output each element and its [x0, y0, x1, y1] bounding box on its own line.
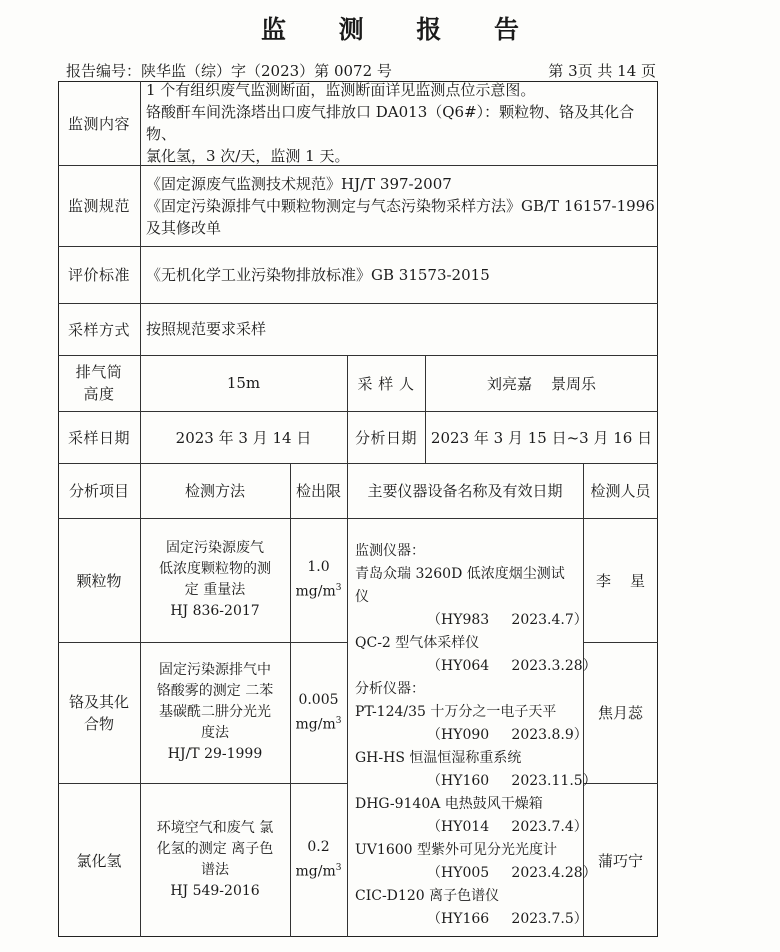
- standard-label: 评价标准: [67, 266, 130, 284]
- stack-height-label: [58, 355, 140, 411]
- sample-date-label: 采样日期: [67, 428, 130, 447]
- method-line: 固定污染源废气: [166, 540, 264, 556]
- instrument-validity: （HY005 2023.4.28）: [427, 865, 597, 881]
- report-number: 报告编号：陕华监（综）字（2023）第 0072 号: [66, 62, 392, 80]
- analyte-name: [58, 642, 140, 783]
- analysis-date-label: 分析日期: [354, 428, 417, 447]
- header-instruments: 主要仪器设备名称及有效日期: [367, 482, 563, 500]
- header-item: 分析项目: [68, 482, 129, 500]
- spec-line: 《固定污染源排气中颗粒物测定与气态污染物采样方法》GB/T 16157-1996: [146, 196, 655, 215]
- analyte-person: 焦月蕊: [597, 704, 643, 722]
- instrument-line: UV1600 型紫外可见分光光度计: [355, 842, 557, 858]
- method-line: 谱法: [201, 862, 229, 878]
- stack-label-line: 排气筒: [75, 363, 123, 381]
- analyte-method: [140, 783, 290, 937]
- header-method: 检测方法: [184, 482, 245, 500]
- analyte-person: 李 星: [595, 571, 646, 590]
- stack-height-value: 15m: [226, 374, 261, 392]
- instrument-line: 青岛众瑞 3260D 低浓度烟尘测试: [355, 566, 565, 582]
- instrument-line: QC-2 型气体采样仪: [355, 635, 480, 651]
- analyte-person: 蒲巧宁: [597, 851, 643, 870]
- limit-value: 1.0: [307, 559, 330, 576]
- analyte-limit: [290, 518, 347, 642]
- instrument-line: PT-124/35 十万分之一电子天平: [355, 704, 557, 720]
- instrument-list: [355, 540, 597, 931]
- limit-unit: $mg/m^3$: [295, 583, 342, 600]
- limit-value: 0.005: [298, 691, 339, 708]
- limit-unit: $mg/m^3$: [295, 863, 342, 880]
- instrument-line: GH-HS 恒温恒湿称重系统: [355, 750, 522, 766]
- content-line: 1 个有组织废气监测断面，监测断面详见监测点位示意图。: [146, 81, 536, 99]
- instrument-validity: （HY014 2023.7.4）: [427, 819, 588, 835]
- content-line: 铬酸酐车间洗涤塔出口废气排放口 DA013（Q6#）：颗粒物、铬及其化合物、: [146, 103, 635, 143]
- header-person: 检测人员: [590, 482, 651, 500]
- spec-text: [140, 165, 658, 246]
- instrument-validity: （HY064 2023.3.28）: [427, 658, 597, 674]
- method-line: 化氢的测定 离子色: [156, 841, 274, 857]
- name-line: 铬及其化: [68, 692, 129, 711]
- instrument-validity: （HY160 2023.11.5）: [427, 773, 597, 789]
- method-line: HJ 549-2016: [170, 883, 260, 899]
- method-line: 低浓度颗粒物的测: [159, 561, 271, 577]
- analyte-limit: [290, 642, 347, 783]
- method-value: 按照规范要求采样: [146, 320, 267, 338]
- instrument-validity: （HY983 2023.4.7）: [427, 612, 588, 628]
- analyte-method: [140, 642, 290, 783]
- col-divider: [347, 463, 348, 937]
- method-line: 铬酸雾的测定 二苯: [156, 683, 274, 699]
- spec-label: 监测规范: [67, 197, 130, 215]
- instrument-validity: （HY090 2023.8.9）: [427, 727, 588, 743]
- spec-line: 《固定源废气监测技术规范》HJ/T 397-2007: [146, 174, 452, 193]
- instrument-line: 分析仪器：: [355, 681, 425, 697]
- analyte-name: 氯化氢: [76, 851, 122, 870]
- name-line: 合物: [83, 714, 114, 733]
- sampler-label: 采 样 人: [357, 374, 415, 393]
- method-line: HJ 836-2017: [170, 603, 260, 619]
- method-label: 采样方式: [67, 320, 130, 339]
- instrument-line: CIC-D120 离子色谱仪: [355, 888, 500, 904]
- analyte-limit: [290, 783, 347, 937]
- instrument-validity: （HY166 2023.7.5）: [427, 911, 588, 927]
- page-info: 第 3页 共 14 页: [548, 62, 656, 80]
- method-line: 固定污染源排气中: [159, 662, 271, 678]
- method-line: HJ/T 29-1999: [167, 746, 263, 762]
- limit-unit: $mg/m^3$: [295, 715, 342, 733]
- analyte-name: 颗粒物: [76, 571, 122, 590]
- method-line: 基碳酰二肼分光光: [159, 704, 271, 720]
- method-line: 环境空气和废气 氯: [156, 820, 274, 836]
- analysis-date-value: 2023 年 3 月 15 日~3 月 16 日: [430, 428, 653, 447]
- method-line: 度法: [201, 725, 229, 741]
- report-title: 监 测 报 告: [260, 15, 542, 44]
- content-line: 氯化氢，3 次/天，监测 1 天。: [146, 147, 350, 165]
- stack-label-line: 高度: [83, 385, 115, 403]
- standard-value: 《无机化学工业污染物排放标准》GB 31573-2015: [146, 265, 490, 284]
- instrument-line: 监测仪器：: [355, 543, 425, 559]
- sampler-value: 刘亮嘉 景周乐: [486, 374, 597, 393]
- instrument-line: 仪: [355, 589, 369, 605]
- spec-line: 及其修改单: [146, 218, 222, 237]
- content-label: 监测内容: [67, 114, 130, 133]
- content-text: [140, 81, 658, 165]
- header-limit: 检出限: [295, 482, 341, 500]
- instrument-line: DHG-9140A 电热鼓风干燥箱: [355, 796, 543, 812]
- limit-value: 0.2: [307, 839, 330, 856]
- analyte-method: [140, 518, 290, 642]
- sample-date-value: 2023 年 3 月 14 日: [175, 428, 312, 447]
- method-line: 定 重量法: [184, 582, 246, 598]
